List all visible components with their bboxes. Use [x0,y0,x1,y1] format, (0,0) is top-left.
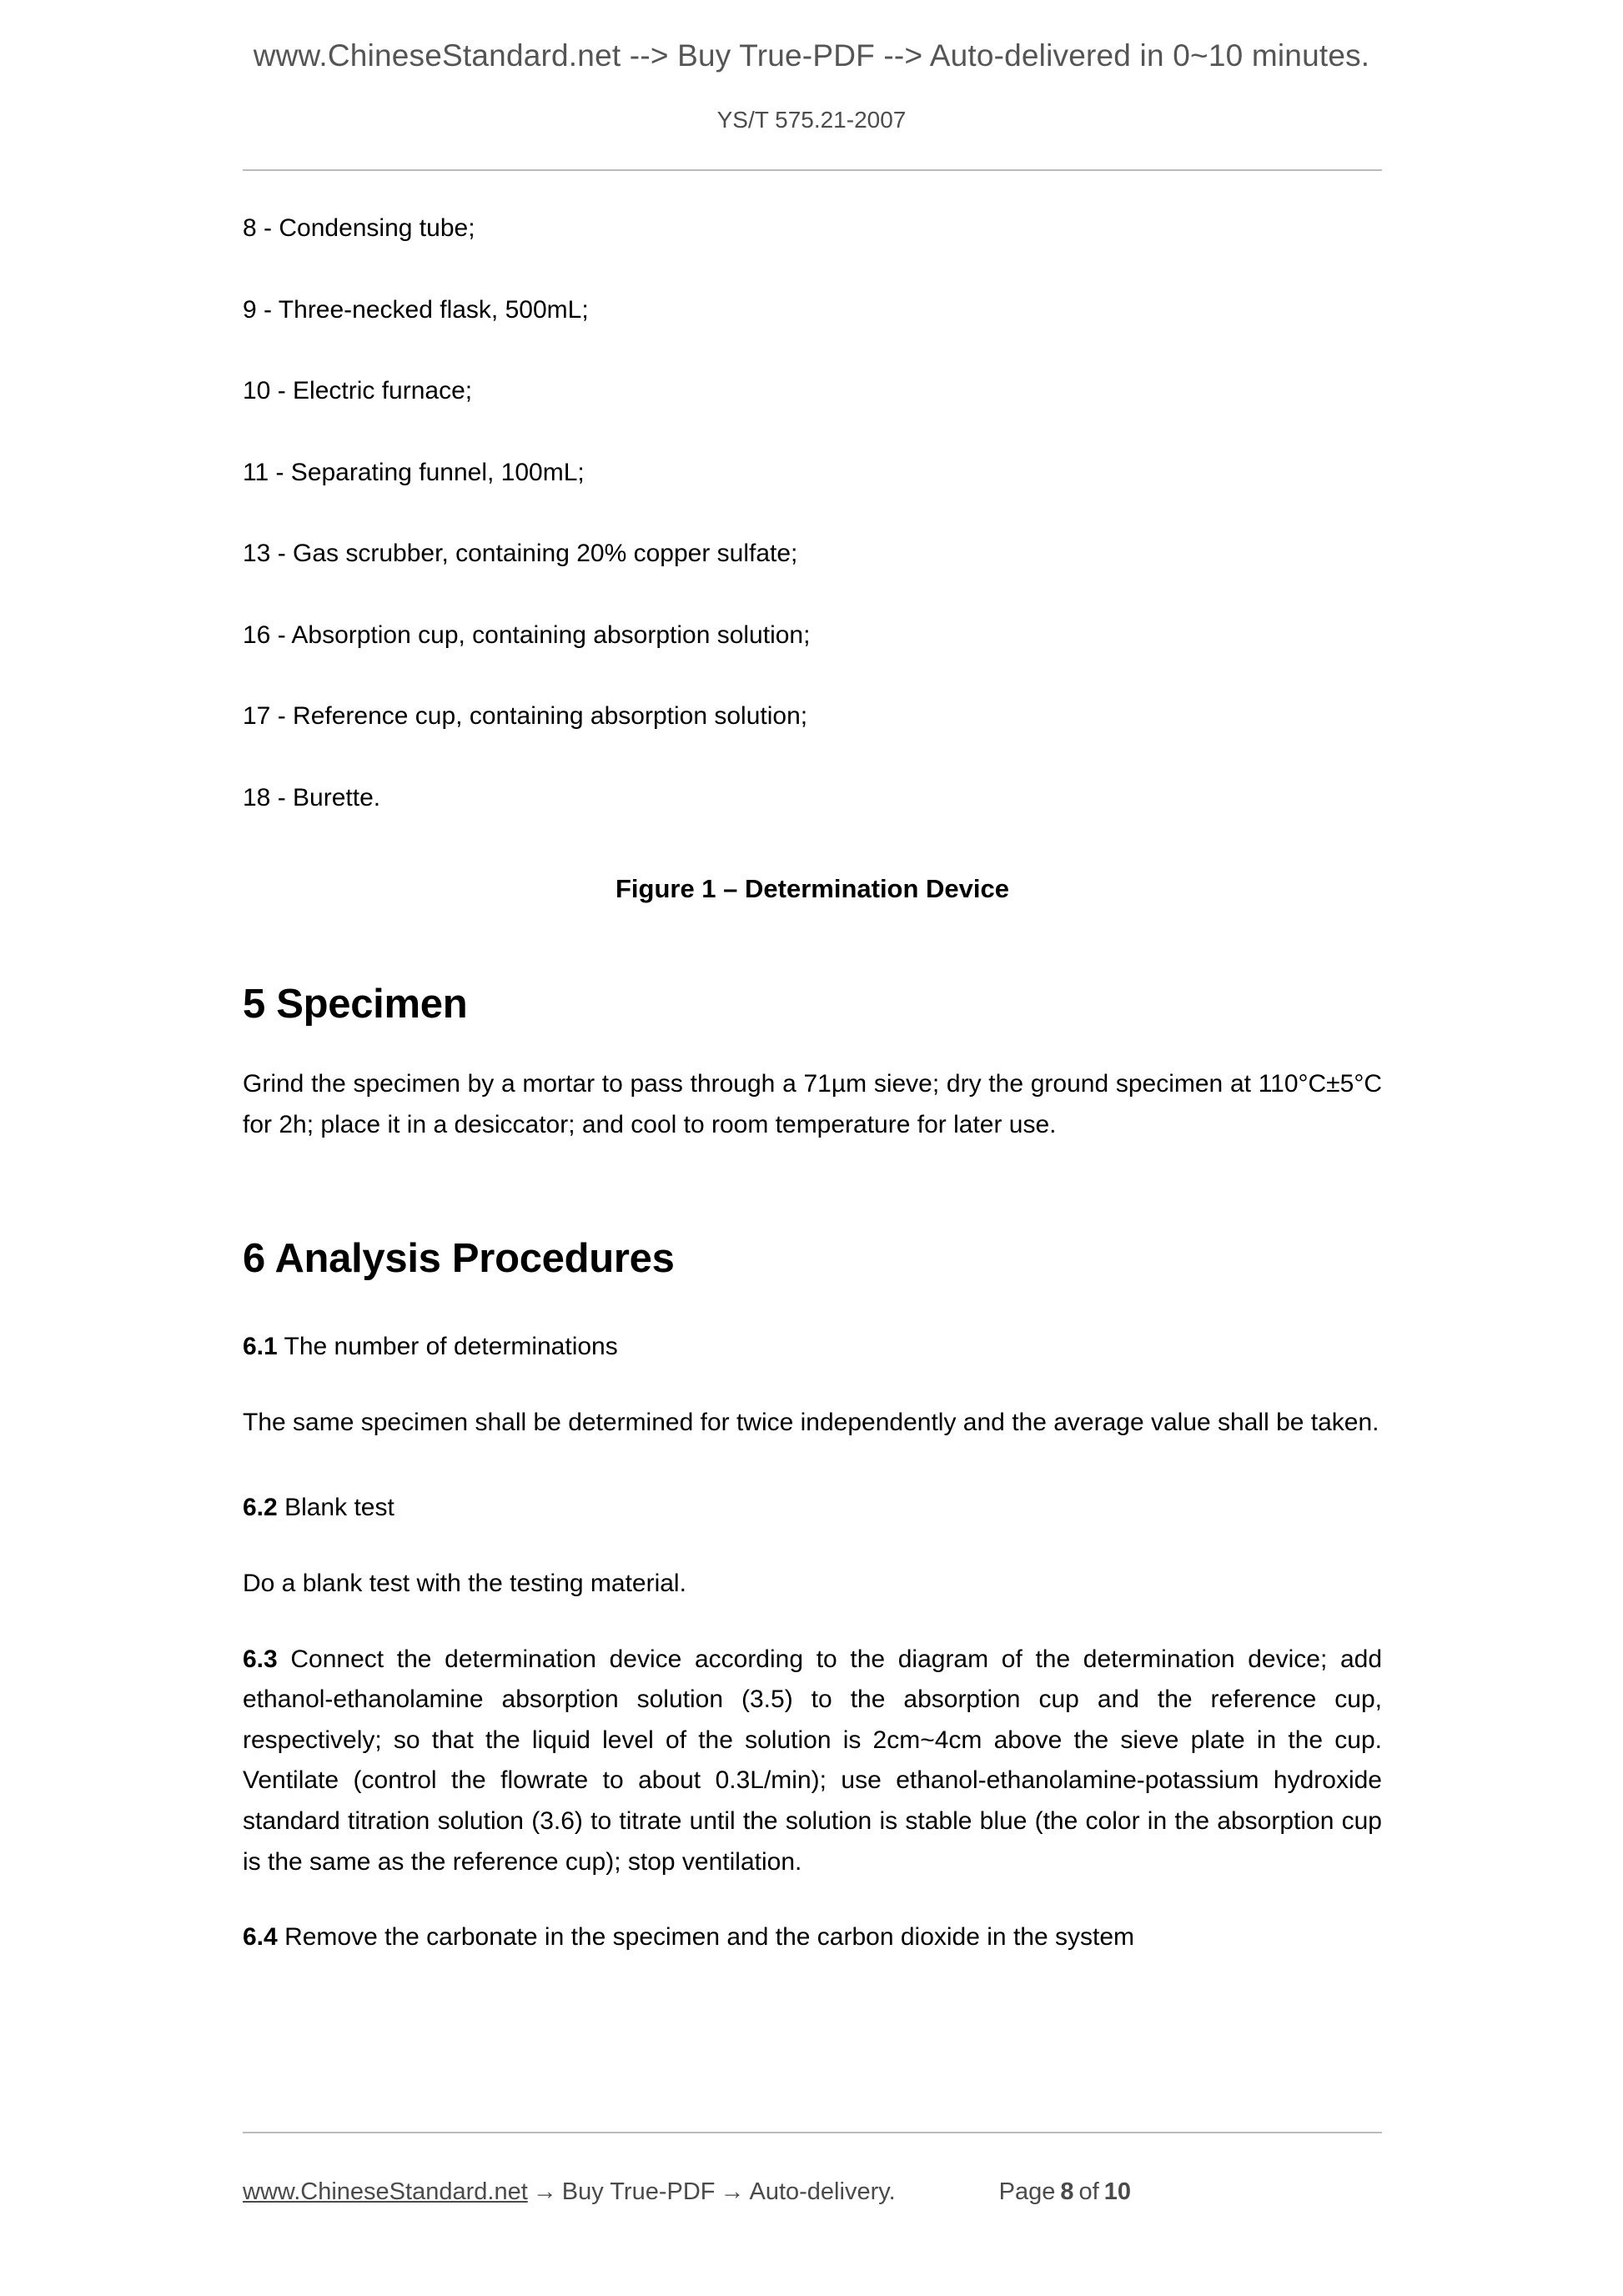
legend-item: 17 - Reference cup, containing absorption solution; [243,702,808,730]
subsection-6-1 [243,1327,1382,1368]
footer-divider [243,2132,1382,2133]
page-word: Page [998,2178,1056,2205]
figure-caption: Figure 1 – Determination Device [615,874,1010,903]
section-heading-specimen: 5 Specimen [243,982,468,1027]
page-indicator [999,2178,1136,2206]
subsection-6-3-paragraph [243,1640,1382,1883]
legend-item: 10 - Electric furnace; [243,377,473,404]
running-head-standard-number: YS/T 575.21-2007 [716,107,907,133]
subsection-number: 6.4 [243,1923,278,1952]
total-page-count: 10 [1103,2178,1131,2205]
legend-item: 8 - Condensing tube; [243,214,475,242]
section-heading-analysis-procedures: 6 Analysis Procedures [243,1236,675,1282]
subsection-number: 6.2 [243,1494,278,1522]
subsection-6-4-paragraph [243,1917,1382,1958]
promo-banner: www.ChineseStandard.net --> Buy True-PDF --> Auto-delivered in 0~10 minutes. [253,38,1370,73]
footer-site-link[interactable]: www.ChineseStandard.net [243,2178,528,2205]
header-divider [243,169,1382,171]
subsection-title: Blank test [284,1494,394,1522]
arrow-right-icon: → [532,2178,557,2205]
page-footer [243,2178,1382,2206]
of-word: of [1078,2178,1099,2205]
page-content [243,213,1382,1958]
subsection-number: 6.3 [243,1645,278,1673]
subsection-title: The number of determinations [284,1333,618,1361]
subsection-number: 6.1 [243,1333,278,1361]
subsection-6-3-body: Connect the determination device according to the diagram of the determination device; add ethanol-ethanolamine absorption solution (3.5) to the absorption cup and the reference cup, respectively; so that the liquid level of the solution is 2cm~4cm above the sieve plate in the cup. Ventilate (control the flowrate to about 0.3L/min); use ethanol-ethanolamine-potassium hydroxide standard titration solution (3.6) to titrate until the solution is stable blue (the color in the absorption cup is the same as the reference cup); stop ventilation. [243,1645,1382,1876]
legend-item: 16 - Absorption cup, containing absorption solution; [243,620,811,649]
footer-delivery-label: Auto-delivery. [749,2178,896,2205]
current-page-number: 8 [1060,2178,1074,2205]
legend-item: 11 - Separating funnel, 100mL; [243,458,585,486]
footer-buy-label: Buy True-PDF [561,2178,716,2205]
subsection-6-4-body: Remove the carbonate in the specimen and the carbon dioxide in the system [284,1923,1134,1952]
subsection-6-2-paragraph: Do a blank test with the testing material. [243,1569,686,1597]
legend-item: 9 - Three-necked flask, 500mL; [243,295,589,324]
legend-item: 13 - Gas scrubber, containing 20% copper sulfate; [243,540,798,567]
arrow-right-icon: → [720,2178,745,2205]
subsection-6-2 [243,1488,1382,1529]
footer-promo [243,2178,896,2206]
legend-item: 18 - Burette. [243,783,381,811]
subsection-6-1-paragraph: The same specimen shall be determined for twice independently and the average value shall be taken. [243,1408,1379,1436]
specimen-paragraph: Grind the specimen by a mortar to pass through a 71µm sieve; dry the ground specimen at 110°C±5°C for 2h; place it in a desiccator; and cool to room temperature for later use. [243,1070,1382,1138]
